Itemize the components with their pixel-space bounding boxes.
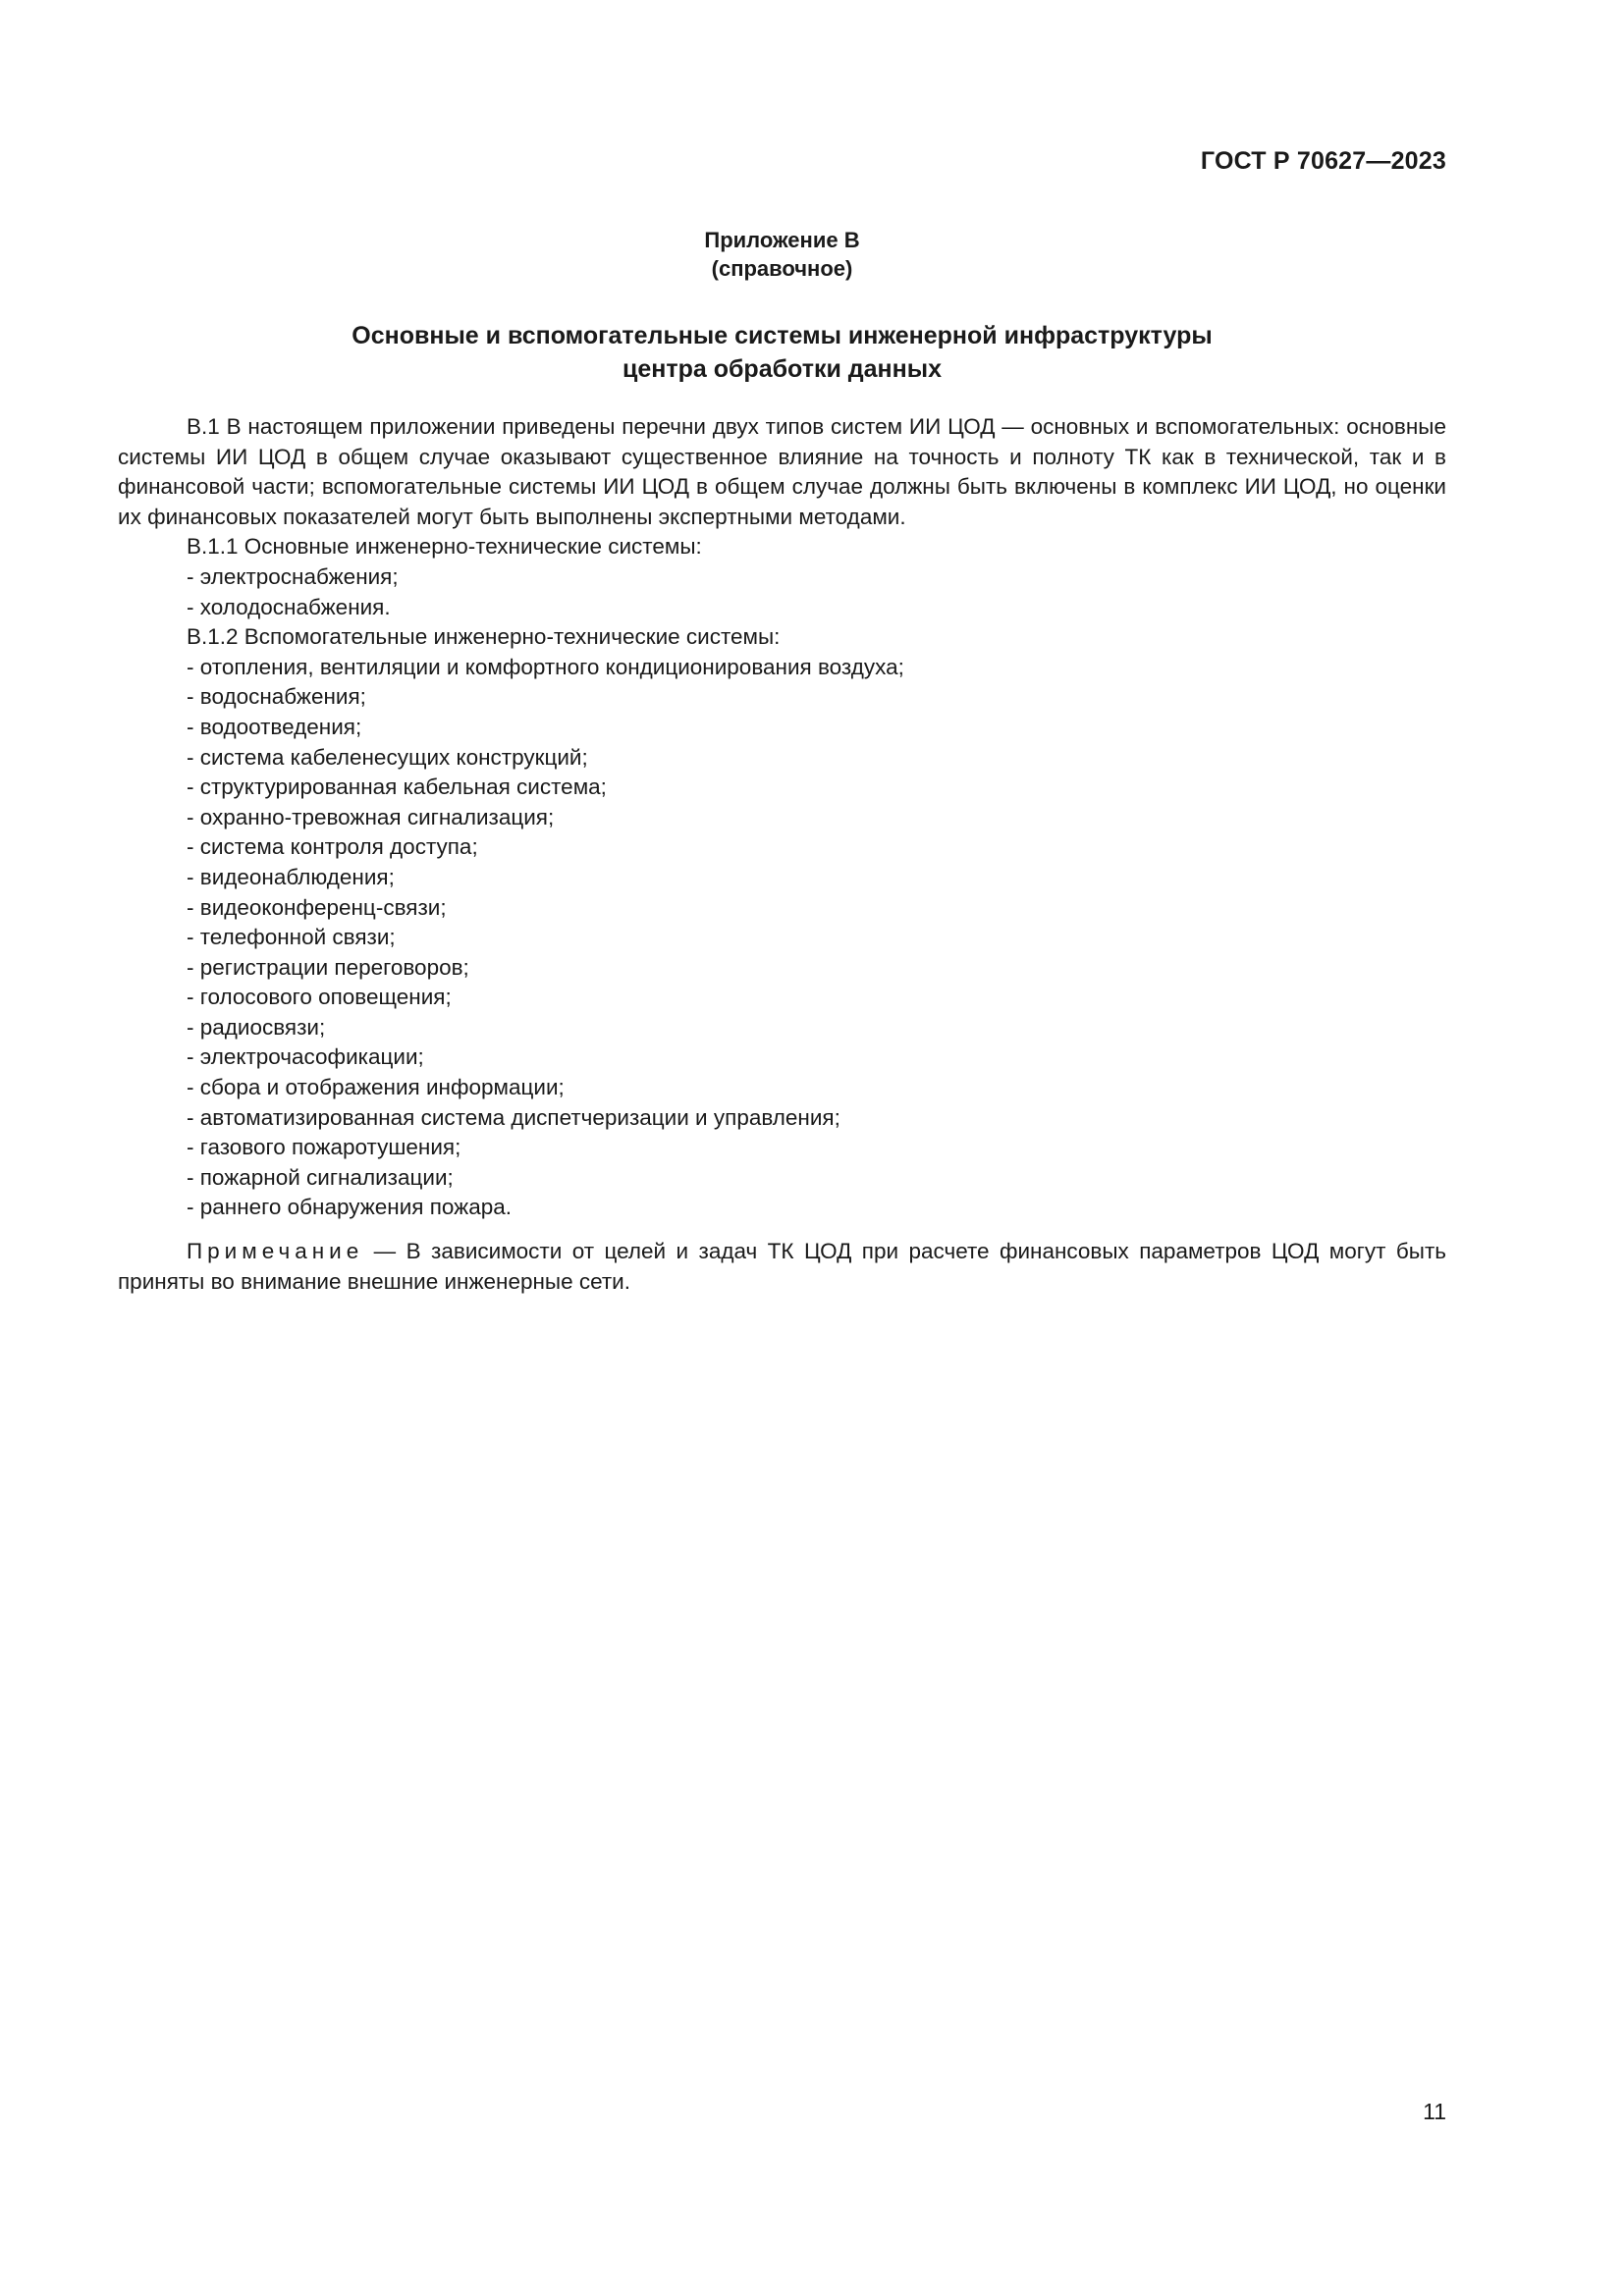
appendix-type: (справочное) <box>711 256 853 281</box>
body-content <box>118 412 1446 1297</box>
title-line-1: Основные и вспомогательные системы инженерной инфраструктуры <box>352 322 1213 349</box>
title-line-2: центра обработки данных <box>622 355 942 383</box>
list-item: - регистрации переговоров; <box>187 954 469 980</box>
list-item: - автоматизированная система диспетчеризации и управления; <box>187 1104 840 1130</box>
appendix-label: Приложение В <box>704 228 860 252</box>
list-item: - сбора и отображения информации; <box>187 1075 565 1100</box>
aux-systems-heading: В.1.2 Вспомогательные инженерно-технические системы: <box>187 624 781 650</box>
list-item: - водоотведения; <box>187 714 362 739</box>
list-item: - телефонной связи; <box>187 925 396 950</box>
list-item: - холодоснабжения. <box>187 594 391 619</box>
page-number: 11 <box>1423 2099 1446 2124</box>
note-label: Примечание <box>187 1239 364 1264</box>
list-item: - голосового оповещения; <box>187 985 452 1010</box>
list-item: - газового пожаротушения; <box>187 1135 461 1160</box>
list-item: - видеонаблюдения; <box>187 864 395 889</box>
list-item: - водоснабжения; <box>187 684 366 710</box>
list-item: - электрочасофикации; <box>187 1044 424 1070</box>
standard-code: ГОСТ Р 70627—2023 <box>1200 147 1446 175</box>
page-title <box>118 319 1446 386</box>
list-item: - электроснабжения; <box>187 563 399 589</box>
list-item: - видеоконференц-связи; <box>187 894 447 920</box>
note-text: — В зависимости от целей и задач ТК ЦОД при расчете финансовых параметров ЦОД могут быть приняты во внимание внешние инженерные сети. <box>118 1239 1446 1294</box>
list-item: - структурированная кабельная система; <box>187 774 607 800</box>
main-systems-heading: В.1.1 Основные инженерно-технические системы: <box>187 534 702 560</box>
aux-systems-list <box>118 653 1446 1223</box>
list-item: - система контроля доступа; <box>187 834 478 860</box>
intro-paragraph: В.1 В настоящем приложении приведены перечни двух типов систем ИИ ЦОД — основных и вспомогательных: основные системы ИИ ЦОД в общем случае оказывают существенное влияние на точность и полноту ТК как в технической, так и в финансовой части; вспомогательные системы ИИ ЦОД в общем случае должны быть включены в комплекс ИИ ЦОД, но оценки их финансовых показателей могут быть выполнены экспертными методами. <box>118 414 1446 529</box>
list-item: - радиосвязи; <box>187 1014 326 1040</box>
list-item: - пожарной сигнализации; <box>187 1164 454 1190</box>
list-item: - охранно-тревожная сигнализация; <box>187 804 555 829</box>
list-item: - отопления, вентиляции и комфортного кондиционирования воздуха; <box>187 654 904 679</box>
list-item: - система кабеленесущих конструкций; <box>187 744 588 770</box>
appendix-heading <box>118 226 1446 283</box>
main-systems-list <box>118 562 1446 622</box>
note-paragraph <box>118 1237 1446 1297</box>
list-item: - раннего обнаружения пожара. <box>187 1195 512 1220</box>
